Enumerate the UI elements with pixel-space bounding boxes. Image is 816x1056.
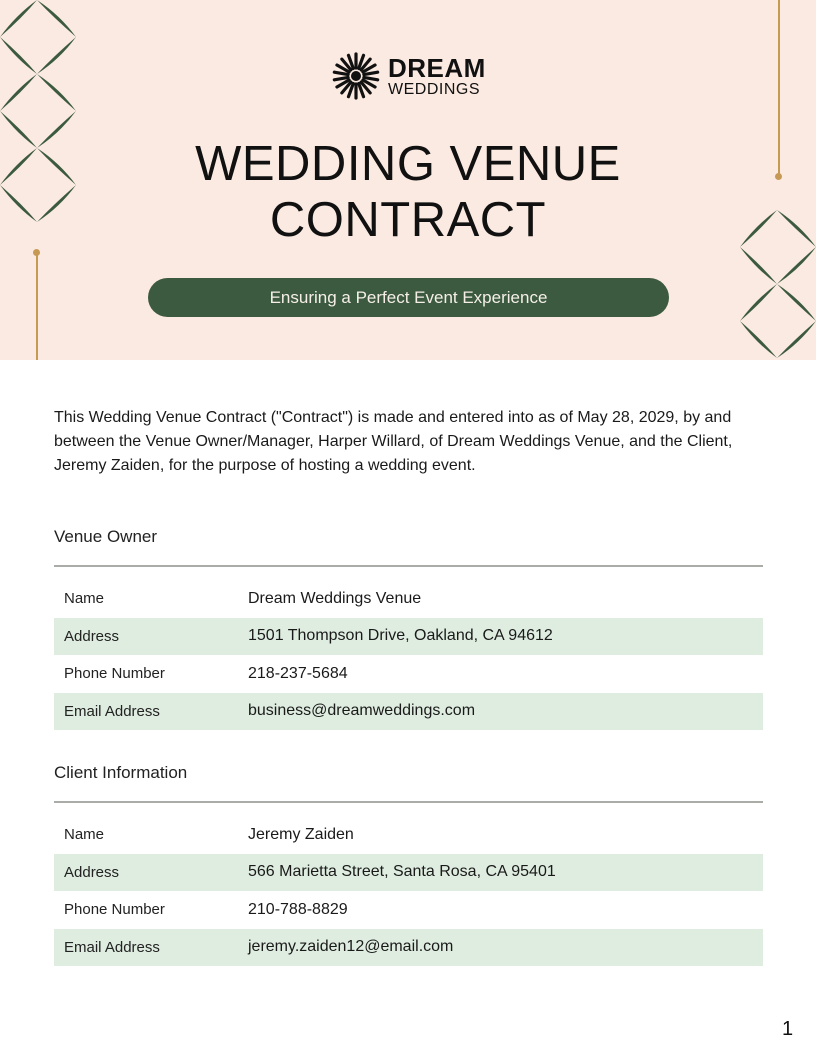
client-info-divider xyxy=(54,801,763,803)
row-label: Email Address xyxy=(64,938,160,956)
table-row xyxy=(54,891,763,929)
row-value: business@dreamweddings.com xyxy=(248,702,476,720)
leaf-pattern-right-icon xyxy=(740,210,816,360)
row-value: jeremy.zaiden12@email.com xyxy=(248,938,454,956)
table-row xyxy=(54,854,763,892)
row-label: Email Address xyxy=(64,702,160,720)
table-row xyxy=(54,580,763,618)
logo-subtitle: WEDDINGS xyxy=(388,80,480,98)
gold-line-left xyxy=(36,254,38,360)
subtitle-text: Ensuring a Perfect Event Experience xyxy=(269,287,548,307)
flower-logo-icon xyxy=(332,52,380,100)
client-info-heading: Client Information xyxy=(54,763,188,782)
table-row xyxy=(54,929,763,967)
brand-logo xyxy=(332,52,486,100)
row-label: Name xyxy=(64,590,105,608)
row-value: 566 Marietta Street, Santa Rosa, CA 95401 xyxy=(248,863,556,881)
venue-owner-heading: Venue Owner xyxy=(54,527,158,546)
client-info-table xyxy=(54,816,763,966)
table-row xyxy=(54,693,763,731)
gold-dot-left xyxy=(33,249,40,256)
table-row xyxy=(54,655,763,693)
row-label: Phone Number xyxy=(64,665,165,683)
row-value: Dream Weddings Venue xyxy=(248,589,422,607)
table-row xyxy=(54,816,763,854)
row-value: 1501 Thompson Drive, Oakland, CA 94612 xyxy=(248,627,553,645)
intro-paragraph: This Wedding Venue Contract ("Contract") is made and entered into as of May 28, 2029, by and between the Venue Owner/Manager, Harper Willard, of Dream Weddings Venue, and the Client, Jeremy Zaiden, for the purpose of hosting a wedding event. xyxy=(54,409,733,474)
hero-banner xyxy=(0,0,816,360)
row-value: 218-237-5684 xyxy=(248,664,348,682)
table-row xyxy=(54,618,763,656)
subtitle-banner xyxy=(148,278,669,317)
venue-owner-table xyxy=(54,580,763,730)
logo-brand: DREAM xyxy=(388,52,486,83)
venue-owner-divider xyxy=(54,565,763,567)
row-value: Jeremy Zaiden xyxy=(248,825,354,843)
gold-dot-right xyxy=(775,173,782,180)
logo-text xyxy=(388,52,486,98)
page-number: 1 xyxy=(782,1018,794,1040)
row-label: Address xyxy=(64,627,120,645)
row-label: Name xyxy=(64,826,105,844)
page-title xyxy=(108,136,708,248)
row-label: Address xyxy=(64,863,120,881)
row-label: Phone Number xyxy=(64,901,165,919)
title-line-2: CONTRACT xyxy=(269,193,547,247)
gold-line-right xyxy=(778,0,780,176)
title-line-1: WEDDING VENUE xyxy=(195,137,621,191)
leaf-pattern-left-icon xyxy=(0,0,76,222)
row-value: 210-788-8829 xyxy=(248,900,348,918)
